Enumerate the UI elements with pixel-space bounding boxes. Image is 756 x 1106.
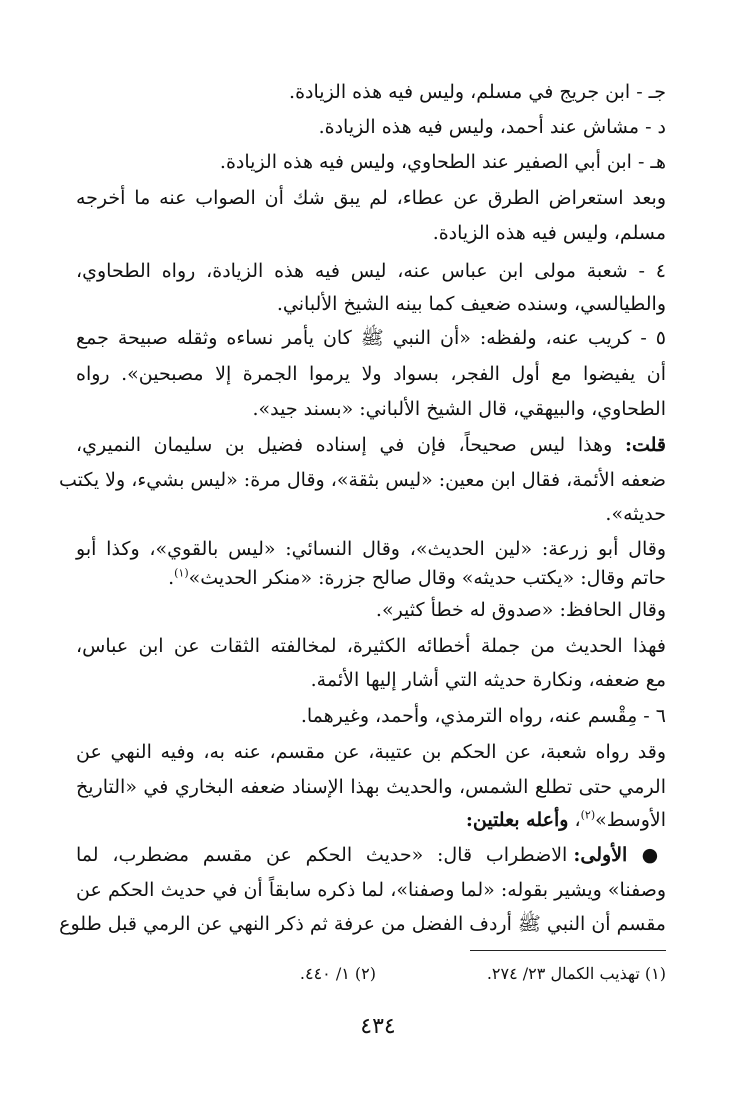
- text-line: وقد رواه شعبة، عن الحكم بن عتيبة، عن مقسم، عنه به، وفيه النهي عن: [76, 741, 666, 763]
- text-line: هـ - ابن أبي الصفير عند الطحاوي، وليس فيه هذه الزيادة.: [219, 151, 666, 173]
- text-line: الأوسط»$^{(٢)}$، وأعله بعلتين:: [465, 808, 666, 831]
- text-line: وبعد استعراض الطرق عن عطاء، لم يبق شك أن الصواب عنه ما أخرجه: [76, 187, 666, 209]
- footnote-2: (٢) ١/ ٤٤٠.: [299, 964, 376, 983]
- text-line: مع ضعفه، ونكارة حديثه التي أشار إليها الأئمة.: [310, 669, 666, 691]
- text-line: وقال الحافظ: «صدوق له خطأ كثير».: [375, 599, 666, 621]
- text-line: مقسم أن النبي ﷺ أردف الفضل من عرفة ثم ذكر النهي عن الرمي قبل طلوع: [59, 913, 666, 935]
- text-line: فهذا الحديث من جملة أخطائه الكثيرة، لمخالفته الثقات عن ابن عباس،: [76, 635, 666, 657]
- text-line: حاتم وقال: «يكتب حديثه» وقال صالح جزرة: «منكر الحديث»$^{(١)}$.: [168, 566, 666, 589]
- text-line: ٦ - مِقْسم عنه، رواه الترمذي، وأحمد، وغيرهما.: [300, 705, 666, 727]
- text-line: والطيالسي، وسنده ضعيف كما بينه الشيخ الألباني.: [276, 293, 666, 315]
- note-lead: قلت:: [624, 434, 666, 456]
- text-line: وقال أبو زرعة: «لين الحديث»، وقال النسائي: «ليس بالقوي»، وكذا أبو: [76, 538, 666, 560]
- footnote-divider: [470, 950, 666, 951]
- footnote-ref: (٢): [580, 808, 596, 822]
- text-line: الرمي حتى تطلع الشمس، والحديث بهذا الإسناد ضعفه البخاري في «التاريخ: [76, 776, 666, 798]
- footnote-1: (١) تهذيب الكمال ٢٣/ ٢٧٤.: [486, 964, 666, 983]
- page-number: ٤٣٤: [360, 1014, 396, 1039]
- text-line: مسلم، وليس فيه هذه الزيادة.: [432, 222, 666, 244]
- text-line: حديثه».: [605, 503, 666, 525]
- text-line: أن يفيضوا مع أول الفجر، بسواد ولا يرموا الجمرة إلا مصبحين». رواه: [76, 363, 666, 385]
- text-line: الطحاوي، والبيهقي، قال الشيخ الألباني: «بسند جيد».: [252, 398, 666, 420]
- text-line: ضعفه الأئمة، فقال ابن معين: «ليس بثقة»، وقال مرة: «ليس بشيء، ولا يكتب: [58, 469, 666, 491]
- footnote-ref: (١): [174, 566, 189, 580]
- text-line: ● الأولى: الاضطراب قال: «حديث الحكم عن مقسم مضطرب، لما: [76, 844, 666, 866]
- text-line: قلت: وهذا ليس صحيحاً، فإن في إسناده فضيل بن سليمان النميري،: [76, 434, 666, 456]
- text-line: ٤ - شعبة مولى ابن عباس عنه، ليس فيه هذه الزيادة، رواه الطحاوي،: [76, 260, 666, 282]
- text-line: ٥ - كريب عنه، ولفظه: «أن النبي ﷺ كان يأمر نساءه وثقله صبيحة جمع: [76, 327, 666, 349]
- note-lead: ● الأولى:: [573, 844, 666, 866]
- text-line: وصفنا» ويشير بقوله: «لما وصفنا»، لما ذكره سابقاً أن في حديث الحكم عن: [76, 879, 666, 901]
- text-line: د - مشاش عند أحمد، وليس فيه هذه الزيادة.: [318, 116, 666, 138]
- text-line: جـ - ابن جريج في مسلم، وليس فيه هذه الزيادة.: [289, 81, 666, 103]
